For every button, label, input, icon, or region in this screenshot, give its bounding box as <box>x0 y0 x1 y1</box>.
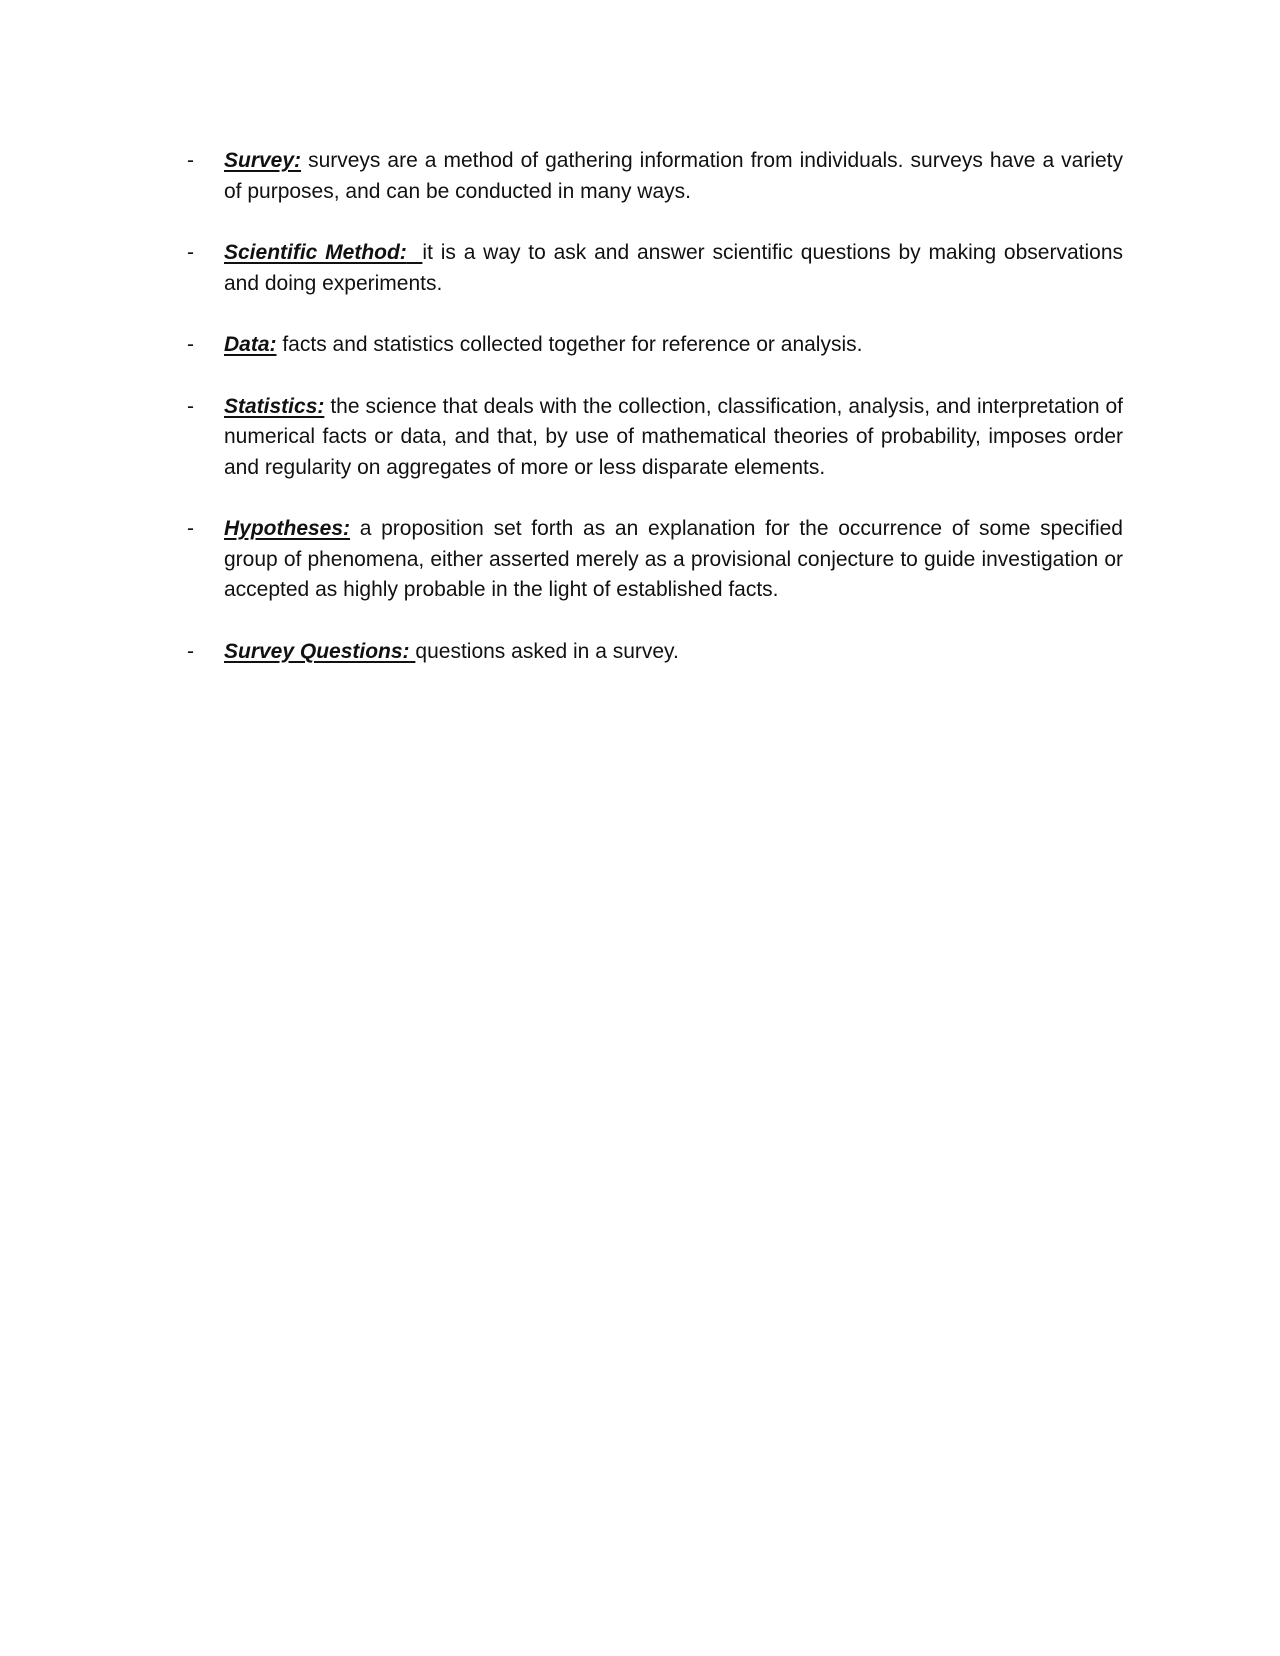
dash-bullet: - <box>187 394 194 418</box>
definition-item-statistics <box>187 392 1123 484</box>
term-underline-trail <box>407 241 423 264</box>
term-survey: Survey: <box>224 149 302 172</box>
dash-bullet: - <box>187 517 194 540</box>
dash-bullet: - <box>187 241 194 264</box>
term-data: Data: <box>224 333 277 356</box>
definition-item-scientific-method <box>187 238 1123 299</box>
dash-bullet: - <box>187 639 194 663</box>
dash-bullet: - <box>187 149 194 172</box>
dash-bullet: - <box>187 333 194 356</box>
term-survey-questions: Survey Questions: <box>224 639 410 663</box>
definition-list <box>187 146 1123 698</box>
term-scientific-method: Scientific Method: <box>224 241 407 264</box>
definition-text-scientific-method: it is a way to ask and answer scientific questions by making observations and doing experiments. <box>224 241 1124 295</box>
term-statistics: Statistics: <box>224 394 325 418</box>
definition-text-data: facts and statistics collected together for reference or analysis. <box>276 333 863 356</box>
definition-item-hypotheses <box>187 514 1123 606</box>
definition-item-survey <box>187 146 1123 207</box>
definition-text-survey-questions: questions asked in a survey. <box>415 639 679 663</box>
term-hypotheses: Hypotheses: <box>224 517 351 540</box>
definition-item-survey-questions <box>187 637 1123 668</box>
definition-text-hypotheses: a proposition set forth as an explanation for the occurrence of some specified group of phenomena, either asserted merely as a provisional conjecture to guide investigation or accepted as highly probable in the light of established facts. <box>224 517 1123 601</box>
definition-text-statistics: the science that deals with the collection, classification, analysis, and interpretation of numerical facts or data, and that, by use of mathematical theories of probability, imposes order and regularity on aggregates of more or less disparate elements. <box>224 394 1123 479</box>
definition-item-data <box>187 330 1123 361</box>
definition-text-survey: surveys are a method of gathering information from individuals. surveys have a variety of purposes, and can be conducted in many ways. <box>224 149 1123 203</box>
